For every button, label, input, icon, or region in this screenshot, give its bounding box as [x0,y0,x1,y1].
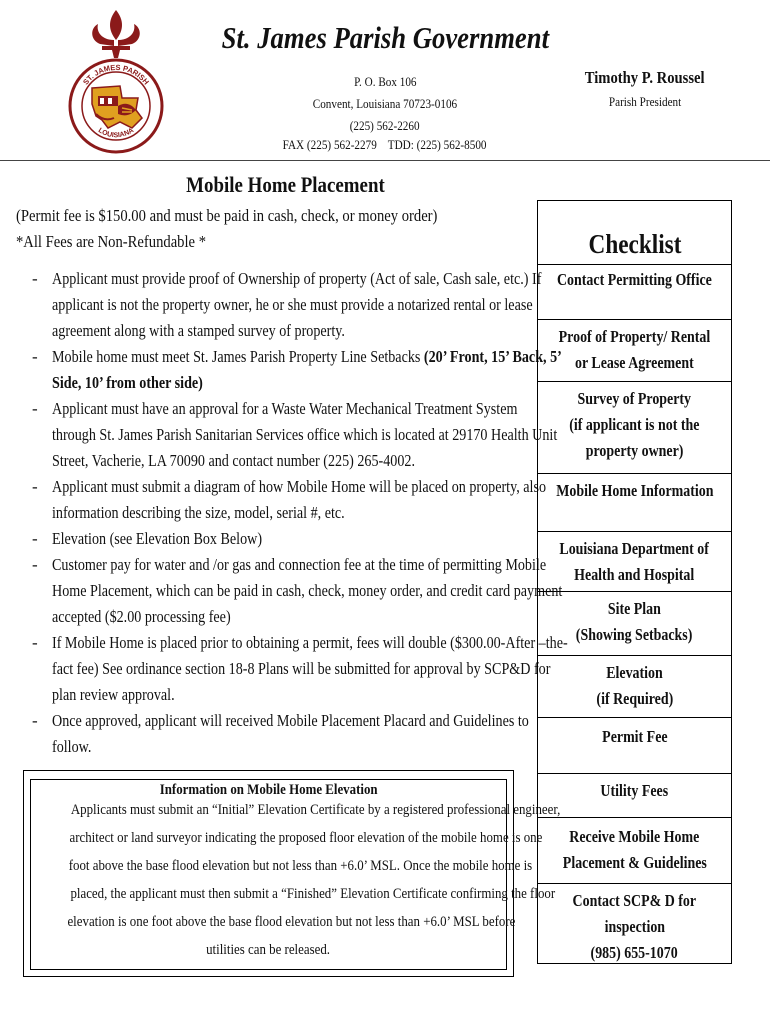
president-title: Parish President [608,94,682,109]
address-line-2: Convent, Louisiana 70723-0106 [312,96,458,111]
list-item-line: Applicant must provide proof of Ownership of property (Act of sale, Cash sale, etc.) If [52,269,542,288]
checklist-item: Mobile Home Information [538,473,731,532]
seal-top-text: ST. JAMES PARISH [81,62,151,87]
refund-note: *All Fees are Non-Refundable * [16,232,207,251]
list-bullet: - [32,711,38,730]
list-item-line: information describing the size, model, serial #, etc. [52,503,345,522]
checklist-title: Checklist [588,229,681,259]
list-bullet: - [32,555,38,574]
checklist-item: Elevation (if Required) [538,655,731,718]
list-bullet: - [32,269,38,288]
list-item-line: Street, Vacherie, LA 70090 and contact number (225) 265-4002. [52,451,415,470]
list-item-line: agreement along with a stamped survey of property. [52,321,345,340]
checklist-item: Contact Permitting Office [538,264,731,319]
elevation-info-line: utilities can be released. [206,942,331,958]
list-item-line: If Mobile Home is placed prior to obtaining a permit, fees will double ($300.00-After –the- [52,633,568,652]
list-item-line: Home Placement, which can be paid in cash, check, money order, and credit card payment [52,581,563,600]
fee-note: (Permit fee is $150.00 and must be paid in cash, check, or money order) [16,206,438,225]
checklist-item: Receive Mobile Home Placement & Guidelines [538,817,731,886]
checklist-item: Survey of Property (if applicant is not the property owner) [538,381,731,474]
list-item-line: Once approved, applicant will received Mobile Placement Placard and Guidelines to [52,711,529,730]
list-bullet: - [32,399,38,418]
list-item-line: accepted ($2.00 processing fee) [52,607,231,626]
seal-bottom-text: LOUISIANA [96,127,136,140]
elevation-info-line: Applicants must submit an “Initial” Elevation Certificate by a registered professional engineer, [70,802,561,818]
checklist-item: Permit Fee [538,717,731,776]
elevation-info-line: foot above the base flood elevation but not less than +6.0’ MSL. Once the mobile home is [68,858,533,874]
list-item-line: plan review approval. [52,685,175,704]
checklist-box [537,200,732,964]
list-bullet: - [32,529,38,548]
elevation-info-title: Information on Mobile Home Elevation [159,782,378,798]
list-bullet: - [32,347,38,366]
president-name: Timothy P. Roussel [585,68,705,87]
list-bullet: - [32,633,38,652]
requirements-list [0,266,568,766]
fax-tdd-line: FAX (225) 562-2279 TDD: (225) 562-8500 [283,137,487,152]
list-item-line: fact fee) See ordinance section 18-8 Plans will be submitted for approval by SCP&D for [52,659,551,678]
list-item-line: Applicant must have an approval for a Waste Water Mechanical Treatment System [52,399,518,418]
checklist-item: Proof of Property/ Rental or Lease Agreement [538,319,731,382]
phone-line: (225) 562-2260 [350,118,420,133]
checklist-item: Louisiana Department of Health and Hospital [538,531,731,592]
address-line-1: P. O. Box 106 [353,74,417,89]
elevation-info-line: placed, the applicant must then submit a “Finished” Elevation Certificate confirming the floor [70,886,556,902]
list-item-line: Mobile home must meet St. James Parish Property Line Setbacks (20’ Front, 15’ Back, 5’ [52,347,562,366]
header-divider [0,160,770,161]
elevation-info-box [23,770,561,977]
list-item-line: Applicant must submit a diagram of how Mobile Home will be placed on property, also [52,477,547,496]
list-item-line: applicant is not the property owner, he or she must provide a notarized rental or lease [52,295,533,314]
checklist-item: Utility Fees [538,773,731,818]
list-bullet: - [32,477,38,496]
elevation-info-inner [30,779,561,970]
list-item-line: through St. James Parish Sanitarian Services office which is located at 29170 Health Unit [52,425,558,444]
checklist-item: Site Plan (Showing Setbacks) [538,591,731,656]
government-title: St. James Parish Government [221,20,549,55]
document-title: Mobile Home Placement [185,172,385,197]
checklist-item: Contact SCP& D for inspection (985) 655-1070 [538,883,731,964]
elevation-info-line: elevation is one foot above the base flood elevation but not less than +6.0’ MSL before [67,914,516,930]
list-item-line: Customer pay for water and /or gas and connection fee at the time of permitting Mobile [52,555,547,574]
list-item-line: Elevation (see Elevation Box Below) [52,529,263,548]
list-item-line: Side, 10’ from other side) [52,373,203,392]
elevation-info-line: architect or land surveyor indicating the proposed floor elevation of the mobile home is one [69,830,543,846]
list-item-line: follow. [52,737,92,756]
